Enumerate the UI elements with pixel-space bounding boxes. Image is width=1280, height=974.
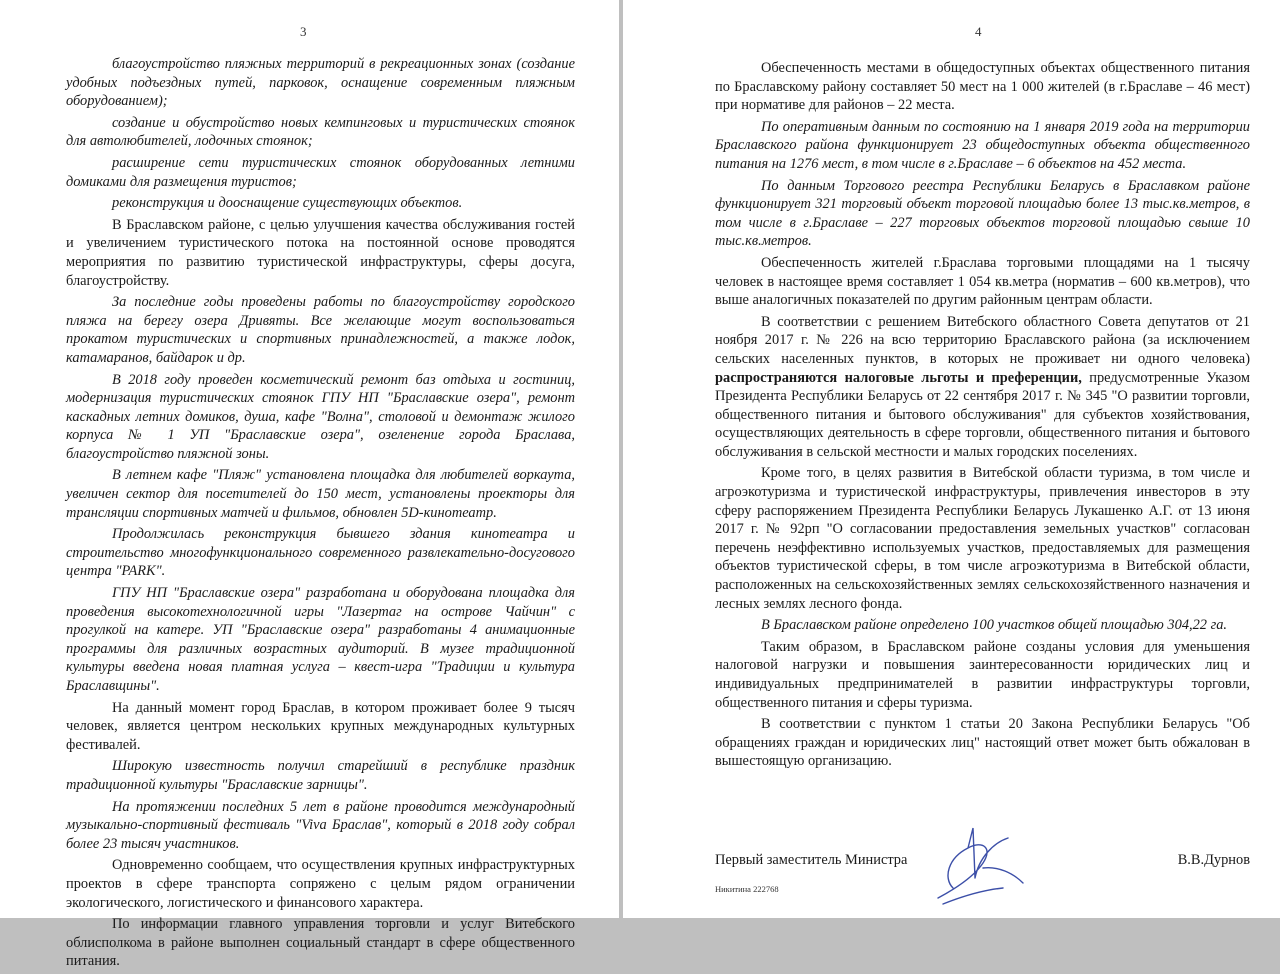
- tax-benefits-start: В соответствии с решением Витебского областного Совета депутатов от 21 ноября 2017 г. № 226 на всю территорию Браславского района (за исключением сельских населенных пунктов, в которых не проживает ни одного человека): [715, 313, 1250, 367]
- paragraph: На данный момент город Браслав, в котором проживает более 9 тысяч человек, является центром нескольких крупных международных культурных фестивалей.: [66, 699, 575, 753]
- page-number: 4: [975, 24, 982, 39]
- tax-benefits-end: предусмотренные Указом Президента Республики Беларусь от 22 сентября 2017 г. № 345 "О развитии торговли, общественного питания и бытового обслуживания" для субъектов хозяйствования, осуществляющих деятельность в сфере торговли, общественного питания и бытового обслуживания в сельской местности и малых городских поселениях.: [715, 369, 1250, 460]
- page-3-body: [66, 55, 575, 974]
- page-4-body: [715, 59, 1250, 774]
- paragraph-plots-count: В Браславском районе определено 100 участков общей площадью 304,22 га.: [761, 617, 1228, 634]
- paragraph-appeal: В соответствии с пунктом 1 статьи 20 Закона Республики Беларусь "Об обращениях граждан и юридических лиц" настоящий ответ может быть обжалован в вышестоящую организацию.: [715, 716, 1250, 770]
- paragraph: В летнем кафе "Пляж" установлена площадка для любителей воркаута, увеличен сектор для посетителей до 150 мест, установлены проекторы для трансляции спортивных матчей и фильмов, обновлен 5D-кинотеатр.: [66, 467, 575, 521]
- signature-name: В.В.Дурнов: [1177, 852, 1250, 868]
- paragraph: расширение сети туристических стоянок оборудованных летними домиками для размещения туристов;: [66, 154, 575, 190]
- tax-benefits-bold: распространяются налоговые льготы и преференции,: [715, 369, 1082, 386]
- paragraph: В Браславском районе, с целью улучшения качества обслуживания гостей и увеличением туристического потока на постоянной основе проводятся мероприятия по развитию туристической инфраструктуры, сферы досуга, благоустройству.: [66, 216, 575, 289]
- paragraph-trade-register: По данным Торгового реестра Республики Беларусь в Браславком районе функционирует 321 торговый объект торговой площадью более 13 тыс.кв.метров, в том числе в г.Браславе – 227 торговых объектов торговой площадью свыше 10 тыс.кв.метров.: [715, 177, 1250, 250]
- document-page-3: [0, 0, 619, 970]
- paragraph: благоустройство пляжных территорий в рекреационных зонах (создание удобных подъездных путей, парковок, оснащение современным пляжным оборудованием);: [66, 56, 575, 110]
- paragraph: Продолжилась реконструкция бывшего здания кинотеатра и строительство многофункционального современного развлекательно-досугового центра "PARK".: [66, 526, 575, 580]
- paragraph: реконструкция и дооснащение существующих объектов.: [112, 195, 463, 212]
- handwritten-signature: [913, 818, 1033, 913]
- page-number: 3: [300, 24, 307, 39]
- paragraph: создание и обустройство новых кемпинговых и туристических стоянок для автолюбителей, лодочных стоянок;: [66, 114, 575, 150]
- paragraph: Одновременно сообщаем, что осуществления крупных инфраструктурных проектов в сфере транспорта сопряжено с целым рядом ограничении экологического, логистического и финансового характера.: [66, 857, 575, 911]
- paragraph: По информации главного управления торговли и услуг Витебского облисполкома в районе выполнен социальный стандарт в сфере общественного питания.: [66, 916, 575, 970]
- paragraph-conclusion: Таким образом, в Браславском районе созданы условия для уменьшения налоговой нагрузки и повышения заинтересованности юридических лиц и индивидуальных предпринимателей в развитии инфраструктуры торговли, общественного питания и сферы туризма.: [715, 638, 1250, 711]
- paragraph-trade-area: Обеспеченность жителей г.Браслава торговыми площадями на 1 тысячу человек в настоящее время составляет 1 054 кв.метра (норматив – 600 кв.метров), что выше аналогичных показателей по другим районным центрам области.: [715, 254, 1250, 309]
- paragraph-land-plots: Кроме того, в целях развития в Витебской области туризма, в том числе и агроэкотуризма и туристической инфраструктуры, привлечения инвесторов в эту сферу распоряжением Президента Республики Беларусь Лукашенко А.Г. от 13 июня 2017 г. № 92рп "О согласовании предоставления земельных участков" согласован перечень неэффективно используемых участков, предоставляемых для размещения объектов туристической сферы, в том числе агроэкотуризма в Витебской области, расположенных на сельскохозяйственных землях сельскохозяйственного назначения и лесных землях лесного фонда.: [715, 465, 1250, 612]
- paragraph-catering-seats: Обеспеченность местами в общедоступных объектах общественного питания по Браславскому району составляет 50 мест на 1 000 жителей (в г.Браславе – 46 мест) при нормативе для районов – 22 места.: [715, 60, 1250, 114]
- document-page-4: [623, 0, 1280, 918]
- paragraph-tax-benefits: [715, 313, 1250, 462]
- signature-position: Первый заместитель Министра: [715, 852, 908, 868]
- paragraph: На протяжении последних 5 лет в районе проводится международный музыкально-спортивный фестиваль "Viva Браслав", который в 2018 году собрал более 23 тысяч участников.: [66, 798, 575, 852]
- paragraph: За последние годы проведены работы по благоустройству городского пляжа на берегу озера Дривяты. Все желающие могут воспользоваться прокатом туристических и спортивных принадлежностей, а также лодок, катамаранов, байдарок и др.: [66, 294, 575, 366]
- paragraph: ГПУ НП "Браславские озера" разработана и оборудована площадка для проведения высокотехнологичной игры "Лазертаг на острове Чайчин" с прогулкой на катере. УП "Браславские озера" разработаны 4 анимационные программы для различных возрастных аудиторий. В музее традиционной культуры введена новая платная услуга – квест-игра "Традиции и культура Браславщины".: [66, 585, 575, 694]
- executor-note: Никитина 222768: [715, 884, 779, 894]
- paragraph: В 2018 году проведен косметический ремонт баз отдыха и гостиниц, модернизация туристических стоянок ГПУ НП "Браславские озера", ремонт каскадных летних домиков, душа, кафе "Волна", столовой и демонтаж жилого корпуса № 1 УП "Браславские озера", озеленение города Браслава, благоустройство пляжной зоны.: [66, 371, 575, 462]
- paragraph-catering-objects: По оперативным данным по состоянию на 1 января 2019 года на территории Браславского района функционирует 23 общедоступных объекта общественного питания на 1276 мест, в том числе в г.Браславе – 6 объектов на 452 места.: [715, 118, 1250, 172]
- paragraph: Широкую известность получил старейший в республике праздник традиционной культуры "Браславские зарницы".: [66, 758, 575, 793]
